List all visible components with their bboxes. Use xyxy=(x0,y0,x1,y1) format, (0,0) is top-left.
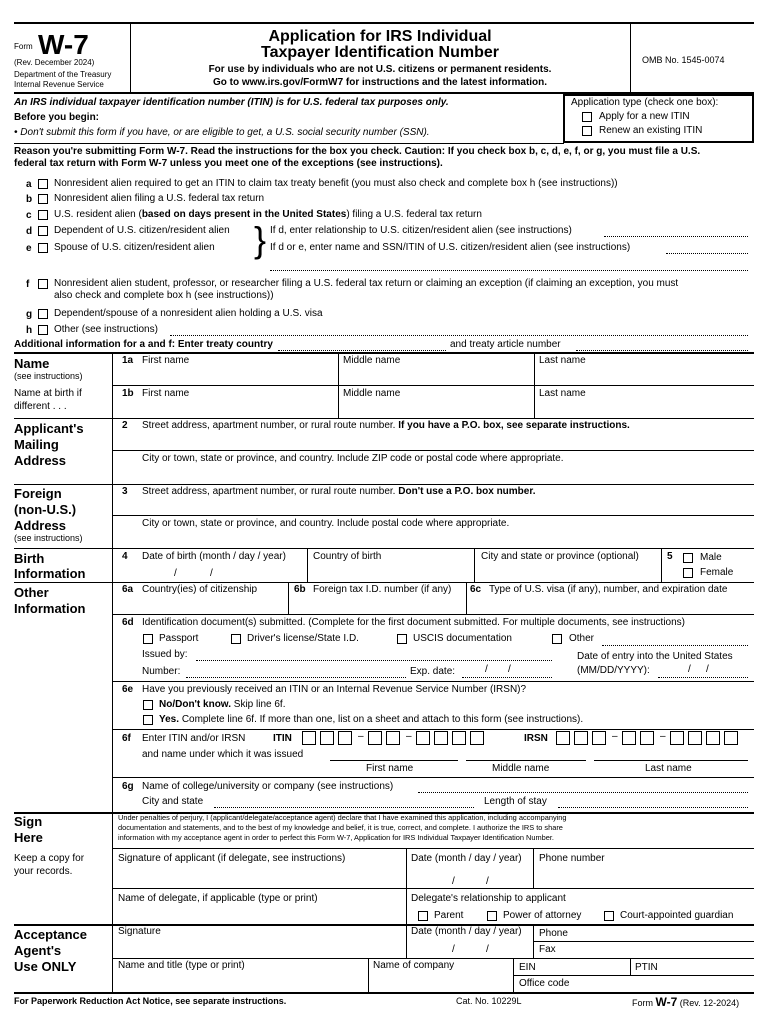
reason-g-label: Dependent/spouse of a nonresident alien holding a U.S. visa xyxy=(54,308,323,319)
before-you-begin: Before you begin: xyxy=(14,112,100,123)
ein-label: EIN xyxy=(519,962,536,973)
catalog-number: Cat. No. 10229L xyxy=(456,996,522,1006)
reason-d-note: If d, enter relationship to U.S. citizen/resident alien (see instructions) xyxy=(270,225,572,236)
form-title-line2: Taxpayer Identification Number xyxy=(261,44,499,61)
agent-section-title-2: Agent's xyxy=(14,943,62,958)
issued-last-name-field[interactable] xyxy=(594,760,748,761)
issued-by-label: Issued by: xyxy=(142,649,188,660)
perjury-statement-1: Under penalties of perjury, I (applicant/delegate/acceptance agent) declare that I have examined this application, including accompanying xyxy=(118,813,567,822)
reason-h-label: Other (see instructions) xyxy=(54,324,158,335)
citizen-name-ssn-field[interactable] xyxy=(666,253,748,254)
reason-d-checkbox[interactable] xyxy=(38,226,48,236)
form-number: W-7 xyxy=(38,29,89,60)
length-of-stay-label: Length of stay xyxy=(484,796,547,807)
paperwork-notice: For Paperwork Reduction Act Notice, see separate instructions. xyxy=(14,996,287,1006)
reason-f-label: Nonresident alien student, professor, or researcher filing a U.S. federal tax return or claiming an exception (if claiming an exception, you must xyxy=(54,278,679,289)
birth-first-name-label: First name xyxy=(142,388,190,399)
reason-heading-2: federal tax return with Form W-7 unless you meet one of the exceptions (see instructions). xyxy=(14,158,443,169)
mailing-section-title-3: Address xyxy=(14,453,67,468)
field-2-number: 2 xyxy=(122,420,128,431)
phone-number-label: Phone number xyxy=(539,853,605,864)
uscis-label: USCIS documentation xyxy=(413,633,512,644)
foreign-tax-id-label: Foreign tax I.D. number (if any) xyxy=(313,584,452,595)
revision-date: (Rev. December 2024) xyxy=(14,58,95,67)
agent-name-title-label: Name and title (type or print) xyxy=(118,960,245,971)
id-docs-label: Identification document(s) submitted. (Complete for the first document submitted. For multiple documents, see instructions) xyxy=(142,617,686,628)
foreign-city-label: City or town, state or province, and country. Include postal code where appropriate. xyxy=(142,518,510,529)
field-6g-number: 6g xyxy=(122,781,134,792)
citizenship-label: Country(ies) of citizenship xyxy=(142,584,258,595)
reason-e-label: Spouse of U.S. citizen/resident alien xyxy=(54,242,215,253)
field-4-number: 4 xyxy=(122,551,128,562)
application-type-label: Application type (check one box): xyxy=(571,97,719,108)
treaty-article-field[interactable] xyxy=(576,350,748,351)
field-6b-number: 6b xyxy=(294,584,306,595)
keep-copy-label-2: your records. xyxy=(14,866,73,877)
length-of-stay-field[interactable] xyxy=(558,807,748,808)
mailing-section-title-2: Mailing xyxy=(14,437,59,452)
guardian-label: Court-appointed guardian xyxy=(620,910,734,921)
city-state-label: City and state xyxy=(142,796,204,807)
agent-signature-label: Signature xyxy=(118,926,161,937)
citizen-name-ssn-field-2[interactable] xyxy=(270,270,748,271)
department: Department of the Treasury xyxy=(14,70,112,79)
parent-label: Parent xyxy=(434,910,464,921)
reason-e-checkbox[interactable] xyxy=(38,243,48,253)
treaty-article-label: and treaty article number xyxy=(450,339,561,350)
issued-first-name-field[interactable] xyxy=(330,760,458,761)
form-title-line1: Application for IRS Individual xyxy=(268,28,492,45)
name-at-birth-label: Name at birth if xyxy=(14,388,82,399)
name-at-birth-label-2: different . . . xyxy=(14,401,67,412)
field-6f-number: 6f xyxy=(122,733,131,744)
field-6c-number: 6c xyxy=(470,584,482,595)
ssn-warning: • Don't submit this form if you have, or are eligible to get, a U.S. social security number (SSN). xyxy=(14,127,430,138)
visa-label: Type of U.S. visa (if any), number, and expiration date xyxy=(489,584,728,595)
previous-no-checkbox[interactable] xyxy=(143,700,153,710)
parent-checkbox[interactable] xyxy=(418,911,428,921)
birth-middle-name-label: Middle name xyxy=(343,388,401,399)
issued-first-name-label: First name xyxy=(366,763,414,774)
company-name-label: Name of company xyxy=(373,960,455,971)
exp-date-field[interactable] xyxy=(462,677,552,678)
exp-date-label: Exp. date: xyxy=(410,666,456,677)
guardian-checkbox[interactable] xyxy=(604,911,614,921)
issued-middle-name-field[interactable] xyxy=(466,760,586,761)
agent-section-title-3: Use ONLY xyxy=(14,959,77,974)
applicant-signature-label: Signature of applicant (if delegate, see instructions) xyxy=(118,853,346,864)
agent-date-label: Date (month / day / year) xyxy=(411,926,522,937)
reason-b-label: Nonresident alien filing a U.S. federal tax return xyxy=(54,193,265,204)
drivers-license-checkbox[interactable] xyxy=(231,634,241,644)
delegate-relationship-label: Delegate's relationship to applicant xyxy=(411,893,566,904)
issued-middle-name-label: Middle name xyxy=(492,763,550,774)
foreign-section-title-3: Address xyxy=(14,518,67,533)
other-doc-label: Other xyxy=(569,633,595,644)
entry-date-label-2: (MM/DD/YYYY): xyxy=(577,665,650,676)
doc-number-field[interactable] xyxy=(186,677,406,678)
itin-label: ITIN xyxy=(273,733,292,744)
previous-itin-label: Have you previously received an ITIN or an Internal Revenue Service Number (IRSN)? xyxy=(142,684,527,695)
agency: Internal Revenue Service xyxy=(14,80,104,89)
city-state-field[interactable] xyxy=(214,807,474,808)
reason-c-label: U.S. resident alien (based on days present in the United States) filing a U.S. federal tax return xyxy=(54,209,482,220)
reason-heading: Reason you're submitting Form W-7. Read the instructions for the box you check. Caution: If you check box b, c, d, e, f, or g, you must file a U.S. xyxy=(14,146,701,157)
city-of-birth-label: City and state or province (optional) xyxy=(481,551,639,562)
agent-phone-label: Phone xyxy=(539,928,568,939)
college-label: Name of college/university or company (see instructions) xyxy=(142,781,394,792)
birth-section-title-2: Information xyxy=(14,566,86,581)
itin-purpose-note: An IRS individual taxpayer identification number (ITIN) is for U.S. federal tax purposes only. xyxy=(14,97,449,108)
mailing-city-label: City or town, state or province, and country. Include ZIP code or postal code where appropriate. xyxy=(142,453,564,464)
female-checkbox[interactable] xyxy=(683,568,693,578)
birth-section-title-1: Birth xyxy=(14,551,45,566)
renew-itin-checkbox[interactable] xyxy=(582,126,592,136)
reason-c-checkbox[interactable] xyxy=(38,210,48,220)
field-3-number: 3 xyxy=(122,486,128,497)
college-field[interactable] xyxy=(418,792,748,793)
keep-copy-label: Keep a copy for xyxy=(14,853,85,864)
entry-date-field[interactable] xyxy=(658,677,748,678)
middle-name-label: Middle name xyxy=(343,355,401,366)
issued-last-name-label: Last name xyxy=(645,763,692,774)
agent-section-title-1: Acceptance xyxy=(14,927,87,942)
field-6d-number: 6d xyxy=(122,617,134,628)
reason-d-label: Dependent of U.S. citizen/resident alien xyxy=(54,225,230,236)
male-checkbox[interactable] xyxy=(683,553,693,563)
sign-section-title-2: Here xyxy=(14,830,43,845)
perjury-statement-3: information with my acceptance agent in order to perfect this Form W-7, Application for IRS Individual Taxpayer Identification Number. xyxy=(118,833,554,842)
issued-by-field[interactable] xyxy=(196,660,552,661)
previous-yes-label: Yes. Complete line 6f. If more than one, list on a sheet and attach to this form (see instructions). xyxy=(159,714,584,725)
other-reason-field[interactable] xyxy=(170,335,748,336)
field-1b-number: 1b xyxy=(122,388,134,399)
form-subtitle-2: Go to www.irs.gov/FormW7 for instructions and the latest information. xyxy=(212,77,548,88)
birth-last-name-label: Last name xyxy=(539,388,586,399)
renew-itin-label: Renew an existing ITIN xyxy=(599,125,703,136)
apply-new-itin-label: Apply for a new ITIN xyxy=(599,111,690,122)
reason-h-checkbox[interactable] xyxy=(38,325,48,335)
drivers-license-label: Driver's license/State I.D. xyxy=(247,633,359,644)
entry-date-label: Date of entry into the United States xyxy=(577,651,733,662)
additional-info-label: Additional information for a and f: Enter treaty country xyxy=(14,339,273,350)
dob-label: Date of birth (month / day / year) xyxy=(142,551,286,562)
reason-a-label: Nonresident alien required to get an ITIN to claim tax treaty benefit (you must also check and complete box h (see instructions)) xyxy=(54,178,618,189)
power-of-attorney-checkbox[interactable] xyxy=(487,911,497,921)
name-section-sub: (see instructions) xyxy=(14,371,83,381)
sign-section-title-1: Sign xyxy=(14,814,43,829)
doc-number-label: Number: xyxy=(142,666,181,677)
other-section-title-2: Information xyxy=(14,601,86,616)
country-of-birth-label: Country of birth xyxy=(313,551,382,562)
sign-date-label: Date (month / day / year) xyxy=(411,853,522,864)
relationship-field[interactable] xyxy=(604,236,748,237)
field-5-number: 5 xyxy=(667,551,673,562)
enter-itin-label: Enter ITIN and/or IRSN xyxy=(142,733,246,744)
perjury-statement-2: documentation and statements, and to the best of my knowledge and belief, it is true, correct, and complete. I authorize the IRS to share xyxy=(118,823,563,832)
field-6e-number: 6e xyxy=(122,684,134,695)
agent-fax-label: Fax xyxy=(539,944,556,955)
omb-number: OMB No. 1545-0074 xyxy=(642,55,725,65)
first-name-label: First name xyxy=(142,355,190,366)
foreign-section-title-2: (non-U.S.) xyxy=(14,502,77,517)
delegate-name-label: Name of delegate, if applicable (type or print) xyxy=(118,893,318,904)
field-6a-number: 6a xyxy=(122,584,134,595)
other-section-title-1: Other xyxy=(14,585,49,600)
other-doc-field[interactable] xyxy=(602,645,748,646)
reason-b-checkbox[interactable] xyxy=(38,194,48,204)
reason-e-note: If d or e, enter name and SSN/ITIN of U.S. citizen/resident alien (see instructions) xyxy=(270,242,631,253)
foreign-street-label: Street address, apartment number, or rural route number. Don't use a P.O. box number. xyxy=(142,486,536,497)
foreign-section-title-1: Foreign xyxy=(14,486,62,501)
apply-new-itin-checkbox[interactable] xyxy=(582,112,592,122)
form-subtitle-1: For use by individuals who are not U.S. citizens or permanent residents. xyxy=(208,64,552,75)
foreign-section-sub: (see instructions) xyxy=(14,533,83,543)
reason-g-checkbox[interactable] xyxy=(38,309,48,319)
mailing-section-title-1: Applicant's xyxy=(14,421,84,436)
footer-form-id: Form W-7 (Rev. 12-2024) xyxy=(632,995,740,1009)
passport-checkbox[interactable] xyxy=(143,634,153,644)
passport-label: Passport xyxy=(159,633,199,644)
reason-f-checkbox[interactable] xyxy=(38,279,48,289)
uscis-checkbox[interactable] xyxy=(397,634,407,644)
reason-a-checkbox[interactable] xyxy=(38,179,48,189)
office-code-label: Office code xyxy=(519,978,570,989)
treaty-country-field[interactable] xyxy=(278,350,446,351)
form-label: Form xyxy=(14,42,33,51)
male-label: Male xyxy=(700,552,722,563)
mailing-street-label: Street address, apartment number, or rural route number. If you have a P.O. box, see separate instructions. xyxy=(142,420,630,431)
female-label: Female xyxy=(700,567,734,578)
power-of-attorney-label: Power of attorney xyxy=(503,910,582,921)
irsn-label: IRSN xyxy=(524,733,548,744)
other-doc-checkbox[interactable] xyxy=(552,634,562,644)
name-issued-label: and name under which it was issued xyxy=(142,749,304,760)
field-1a-number: 1a xyxy=(122,355,134,366)
previous-no-label: No/Don't know. Skip line 6f. xyxy=(159,699,286,710)
ptin-label: PTIN xyxy=(635,962,658,973)
previous-yes-checkbox[interactable] xyxy=(143,715,153,725)
name-section-title: Name xyxy=(14,356,50,371)
reason-f-label-2: also check and complete box h (see instructions)) xyxy=(54,290,274,301)
last-name-label: Last name xyxy=(539,355,586,366)
